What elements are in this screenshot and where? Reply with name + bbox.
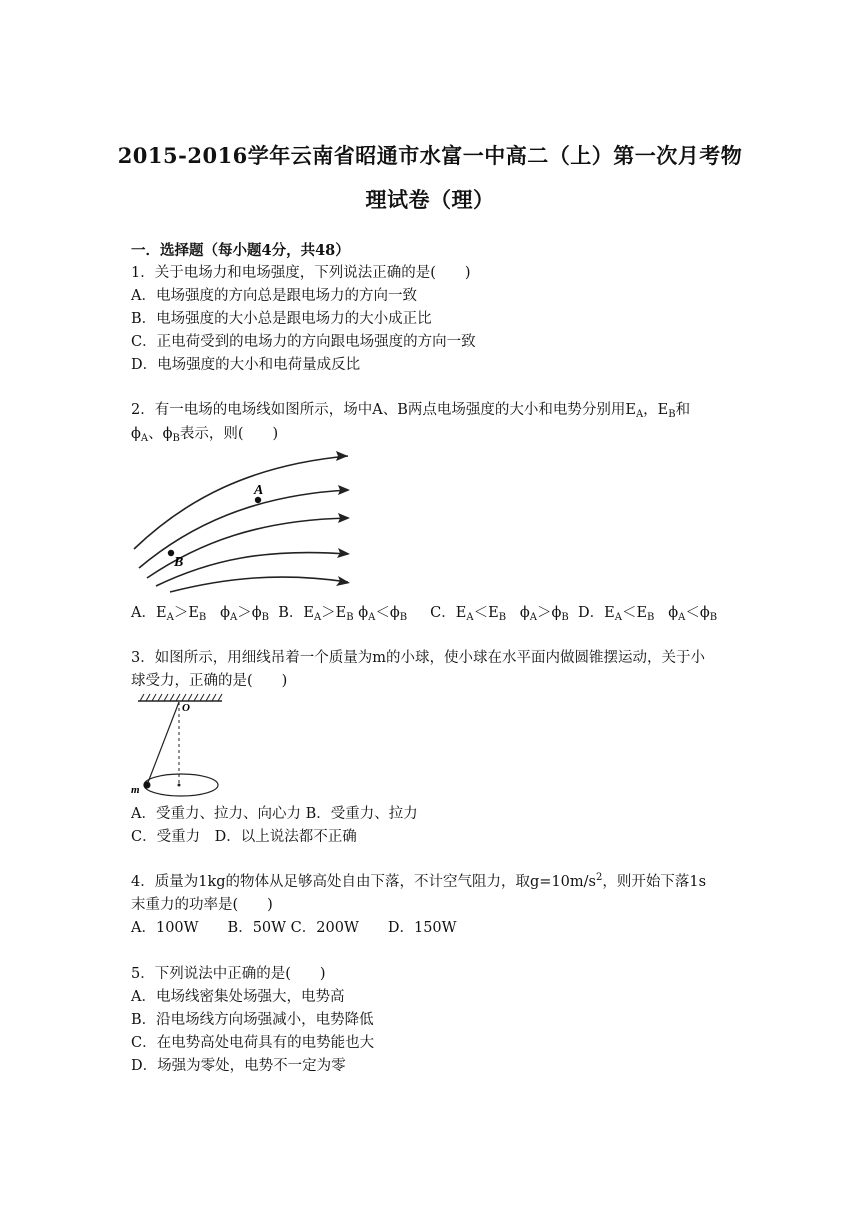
q2-phi-sub-b: B <box>172 433 180 444</box>
q2-option-c: C．$E_A<E_B$ $\phi_A>\phi_B$ <box>430 605 569 623</box>
q5-option-b: B．沿电场线方向场强减小，电势降低 <box>131 1012 374 1028</box>
point-b-label: B <box>174 555 184 570</box>
q3-stem-line2: 球受力，正确的是( ) <box>131 673 288 689</box>
q2-option-a: A．$E_A>E_B$ $\phi_A>\phi_B$ <box>131 605 269 623</box>
pendulum-string <box>147 702 179 785</box>
q3-options-row1: A．受重力、拉力、向心力 B．受重力、拉力 <box>131 806 418 822</box>
q2-stem-text: 2．有一电场的电场线如图所示，场中A、B两点电场强度的大小和电势分别用E <box>131 402 636 418</box>
q4-superscript: 2 <box>595 872 603 883</box>
field-line-5 <box>170 577 348 592</box>
q2-option-b: B．$E_A>E_B$ $\phi_A<\phi_B$ <box>278 605 408 623</box>
q1-option-a: A．电场强度的方向总是跟电场力的方向一致 <box>131 288 417 304</box>
q1-option-b: B．电场强度的大小总是跟电场力的大小成正比 <box>131 311 432 327</box>
q2-stem-end: 表示，则( ) <box>179 426 279 442</box>
q2-option-d: D．$E_A<E_B$ $\phi_A<\phi_B$ <box>577 605 718 623</box>
point-a-label: A <box>254 483 264 498</box>
document-title-line1: 2015-2016学年云南省昭通市水富一中高二（上）第一次月考物 <box>117 143 743 168</box>
q4-stem-text-end: ，则开始下落1s <box>602 874 707 890</box>
mass-m-label: m <box>131 784 140 796</box>
q2-sub-b: B <box>668 409 676 420</box>
q5-stem: 5．下列说法中正确的是( ) <box>131 966 326 982</box>
field-line-4 <box>156 552 348 586</box>
field-line-2 <box>139 490 348 568</box>
q4-stem-text: 4．质量为1kg的物体从足够高处自由下落，不计空气阻力，取g=10m/s <box>131 874 596 890</box>
q2-stem-and: 和 <box>675 402 691 418</box>
q4-stem-line2: 末重力的功率是( ) <box>131 897 273 913</box>
q5-option-a: A．电场线密集处场强大，电势高 <box>131 989 345 1005</box>
q2-stem-line2 <box>131 425 278 443</box>
point-o-label: O <box>182 702 190 714</box>
pendulum-ball <box>144 782 151 789</box>
q2-stem-line1 <box>131 401 690 419</box>
q2-sub-a: A <box>635 409 644 420</box>
q4-options: A．100W B．50W C．200W D．150W <box>131 920 457 936</box>
circle-center <box>178 784 181 787</box>
q2-options <box>131 604 717 622</box>
q1-option-d: D．电场强度的大小和电荷量成反比 <box>131 357 361 373</box>
conical-pendulum-figure <box>130 693 230 798</box>
q1-option-c: C．正电荷受到的电场力的方向跟电场强度的方向一致 <box>131 334 476 350</box>
section-heading: 一．选择题（每小题4分，共48） <box>131 242 350 259</box>
q5-option-c: C．在电势高处电荷具有的电势能也大 <box>131 1035 375 1051</box>
arrowhead-1 <box>336 451 348 461</box>
circular-path <box>144 774 218 796</box>
q3-stem-line1: 3．如图所示，用细线吊着一个质量为m的小球，使小球在水平面内做圆锥摆运动，关于小 <box>131 650 705 666</box>
q5-option-d: D．场强为零处，电势不一定为零 <box>131 1058 346 1074</box>
q2-dunhao: 、ϕ <box>148 426 173 442</box>
q1-stem: 1．关于电场力和电场强度，下列说法正确的是( ) <box>131 265 471 281</box>
document-title-line2: 理试卷（理） <box>365 187 495 212</box>
q3-options-row2: C．受重力 D．以上说法都不正确 <box>131 829 357 845</box>
q2-phi: ϕ <box>131 426 141 442</box>
q2-comma: ，E <box>643 402 669 418</box>
q4-stem-line1 <box>131 873 706 891</box>
field-lines-figure <box>130 450 360 595</box>
q2-phi-sub-a: A <box>140 433 149 444</box>
field-line-1 <box>134 456 348 549</box>
